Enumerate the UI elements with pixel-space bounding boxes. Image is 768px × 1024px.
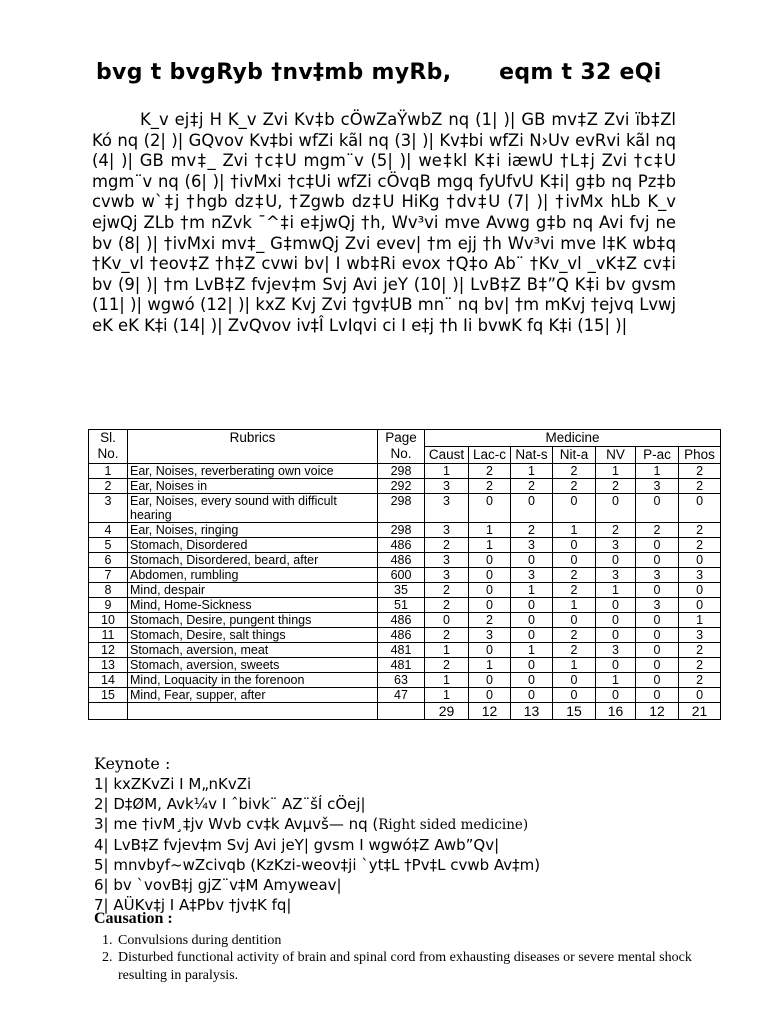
row-rubric: Ear, Noises, ringing — [128, 523, 378, 538]
row-rubric: Mind, Fear, supper, after — [128, 688, 378, 703]
row-page-no: 298 — [378, 494, 425, 523]
row-score: 0 — [511, 673, 553, 688]
row-score: 3 — [425, 523, 469, 538]
keynote-section — [94, 754, 694, 915]
row-score: 1 — [511, 464, 553, 479]
keynote-text: 5| mnvbyf~wZcivqb (KzKzi-weov‡ji `yt‡L †Pv‡L cvwb Av‡m) — [94, 856, 541, 874]
row-score: 3 — [636, 568, 679, 583]
row-score: 0 — [425, 613, 469, 628]
row-page-no: 486 — [378, 538, 425, 553]
row-sl-no: 12 — [89, 643, 128, 658]
table-row — [89, 643, 721, 658]
row-score: 0 — [511, 598, 553, 613]
row-score: 1 — [679, 613, 721, 628]
row-score: 0 — [596, 494, 636, 523]
row-score: 2 — [469, 479, 511, 494]
row-sl-no: 4 — [89, 523, 128, 538]
total-score: 29 — [425, 703, 469, 720]
row-sl-no: 3 — [89, 494, 128, 523]
table-row — [89, 568, 721, 583]
row-score: 1 — [511, 643, 553, 658]
row-score: 1 — [425, 643, 469, 658]
row-score: 0 — [469, 583, 511, 598]
table-row — [89, 688, 721, 703]
row-score: 3 — [425, 479, 469, 494]
row-page-no: 35 — [378, 583, 425, 598]
rubric-rows — [89, 464, 721, 720]
row-sl-no: 14 — [89, 673, 128, 688]
row-rubric: Stomach, Disordered — [128, 538, 378, 553]
row-score: 0 — [511, 628, 553, 643]
row-score: 0 — [469, 553, 511, 568]
header-sl-no: Sl. No. — [89, 430, 128, 464]
keynote-item — [94, 855, 694, 875]
row-score: 0 — [469, 598, 511, 613]
total-score: 21 — [679, 703, 721, 720]
keynote-item — [94, 794, 694, 814]
table-row — [89, 628, 721, 643]
row-sl-no: 11 — [89, 628, 128, 643]
row-page-no: 486 — [378, 613, 425, 628]
row-score: 2 — [553, 479, 596, 494]
row-score: 0 — [469, 673, 511, 688]
table-row — [89, 523, 721, 538]
row-score: 1 — [469, 658, 511, 673]
causation-section — [94, 910, 694, 984]
row-score: 2 — [425, 658, 469, 673]
totals-blank-sl — [89, 703, 128, 720]
row-score: 1 — [553, 523, 596, 538]
keynote-item — [94, 814, 694, 835]
totals-blank-rubric — [128, 703, 378, 720]
row-score: 0 — [469, 568, 511, 583]
row-score: 2 — [425, 538, 469, 553]
row-score: 3 — [596, 538, 636, 553]
row-sl-no: 7 — [89, 568, 128, 583]
keynote-note: Right sided medicine) — [378, 817, 529, 833]
row-page-no: 292 — [378, 479, 425, 494]
row-score: 1 — [469, 523, 511, 538]
row-score: 1 — [425, 464, 469, 479]
row-sl-no: 2 — [89, 479, 128, 494]
row-score: 0 — [596, 658, 636, 673]
row-score: 0 — [679, 553, 721, 568]
header-medicine-caust: Caust — [425, 447, 469, 464]
row-score: 0 — [636, 658, 679, 673]
keynote-text: 7| AÜKv‡j I A‡Pbv †jv‡K fq| — [94, 896, 292, 914]
row-score: 0 — [511, 613, 553, 628]
row-sl-no: 9 — [89, 598, 128, 613]
row-score: 0 — [636, 613, 679, 628]
row-score: 2 — [469, 464, 511, 479]
keynote-text: 6| bv `vovB‡j gjZ¨v‡M Amyweav| — [94, 876, 342, 894]
row-score: 1 — [596, 673, 636, 688]
row-score: 2 — [553, 643, 596, 658]
row-score: 2 — [679, 673, 721, 688]
row-score: 2 — [553, 583, 596, 598]
row-rubric: Stomach, Desire, pungent things — [128, 613, 378, 628]
row-score: 0 — [636, 538, 679, 553]
row-score: 0 — [511, 658, 553, 673]
total-score: 13 — [511, 703, 553, 720]
row-score: 2 — [553, 464, 596, 479]
table-row — [89, 613, 721, 628]
row-score: 3 — [425, 494, 469, 523]
row-score: 0 — [636, 553, 679, 568]
row-score: 2 — [679, 523, 721, 538]
row-score: 2 — [679, 538, 721, 553]
row-score: 0 — [636, 688, 679, 703]
row-score: 0 — [679, 583, 721, 598]
table-row — [89, 538, 721, 553]
table-row — [89, 673, 721, 688]
row-score: 2 — [425, 583, 469, 598]
row-page-no: 298 — [378, 523, 425, 538]
total-score: 15 — [553, 703, 596, 720]
row-score: 0 — [596, 628, 636, 643]
row-score: 3 — [636, 479, 679, 494]
row-score: 1 — [596, 464, 636, 479]
total-score: 12 — [636, 703, 679, 720]
row-sl-no: 5 — [89, 538, 128, 553]
table-row — [89, 464, 721, 479]
row-score: 1 — [553, 658, 596, 673]
table-row — [89, 583, 721, 598]
keynote-item — [94, 774, 694, 794]
row-sl-no: 15 — [89, 688, 128, 703]
row-page-no: 481 — [378, 643, 425, 658]
row-score: 2 — [596, 523, 636, 538]
causation-item: 2. Disturbed functional activity of brain and spinal cord from exhausting diseases or severe mental shock resulting in paralysis. — [116, 949, 694, 984]
keynote-text: 3| me †ivM¸‡jv Wvb cv‡k Avµvš— nq ( — [94, 815, 379, 833]
row-rubric: Mind, Loquacity in the forenoon — [128, 673, 378, 688]
row-score: 3 — [596, 643, 636, 658]
total-score: 12 — [469, 703, 511, 720]
header-medicine: Medicine — [425, 430, 721, 447]
row-page-no: 481 — [378, 658, 425, 673]
header-page-no: Page No. — [378, 430, 425, 464]
case-title: bvg t bvgRyb †nv‡mb myRb, eqm t 32 eQi — [96, 60, 662, 85]
row-page-no: 486 — [378, 628, 425, 643]
causation-list — [94, 932, 694, 984]
row-rubric: Stomach, Desire, salt things — [128, 628, 378, 643]
row-score: 1 — [425, 688, 469, 703]
row-score: 0 — [679, 688, 721, 703]
row-score: 1 — [553, 598, 596, 613]
row-rubric: Abdomen, rumbling — [128, 568, 378, 583]
table-row — [89, 479, 721, 494]
row-score: 0 — [636, 628, 679, 643]
row-score: 3 — [636, 598, 679, 613]
row-score: 0 — [553, 494, 596, 523]
row-rubric: Stomach, Disordered, beard, after — [128, 553, 378, 568]
row-score: 0 — [469, 494, 511, 523]
row-score: 0 — [596, 553, 636, 568]
row-page-no: 486 — [378, 553, 425, 568]
row-score: 2 — [425, 628, 469, 643]
row-score: 0 — [553, 673, 596, 688]
row-page-no: 63 — [378, 673, 425, 688]
header-medicine-nv: NV — [596, 447, 636, 464]
row-score: 2 — [679, 464, 721, 479]
row-score: 0 — [596, 598, 636, 613]
row-rubric: Ear, Noises, reverberating own voice — [128, 464, 378, 479]
row-sl-no: 1 — [89, 464, 128, 479]
row-rubric: Mind, despair — [128, 583, 378, 598]
row-score: 0 — [553, 688, 596, 703]
table-row — [89, 658, 721, 673]
row-score: 1 — [425, 673, 469, 688]
row-sl-no: 13 — [89, 658, 128, 673]
table-row — [89, 494, 721, 523]
row-score: 0 — [511, 553, 553, 568]
row-score: 3 — [511, 568, 553, 583]
row-score: 1 — [469, 538, 511, 553]
row-score: 0 — [636, 673, 679, 688]
row-rubric: Mind, Home-Sickness — [128, 598, 378, 613]
header-medicine-nit-a: Nit-a — [553, 447, 596, 464]
row-rubric: Stomach, aversion, meat — [128, 643, 378, 658]
row-score: 2 — [511, 523, 553, 538]
row-score: 0 — [596, 613, 636, 628]
row-score: 3 — [469, 628, 511, 643]
row-score: 0 — [553, 538, 596, 553]
row-score: 1 — [636, 464, 679, 479]
keynote-item — [94, 835, 694, 855]
keynote-text: 1| kxZKvZi I M„nKvZi — [94, 775, 252, 793]
keynote-text: 4| LvB‡Z fvjev‡m Svj Avi jeY| gvsm I wgwó‡Z Awb”Qv| — [94, 836, 500, 854]
row-score: 0 — [469, 643, 511, 658]
total-score: 16 — [596, 703, 636, 720]
totals-row — [89, 703, 721, 720]
keynote-heading: Keynote : — [94, 754, 171, 773]
table-row — [89, 598, 721, 613]
row-sl-no: 8 — [89, 583, 128, 598]
row-score: 3 — [596, 568, 636, 583]
row-score: 3 — [425, 553, 469, 568]
row-score: 3 — [425, 568, 469, 583]
row-score: 1 — [511, 583, 553, 598]
row-score: 0 — [636, 643, 679, 658]
case-narrative: K_v ej‡j H K_v Zvi Kv‡b cÖwZaŸwbZ nq (1| )| GB mv‡Z Zvi ïb‡Zl Kó nq (2| )| GQvov Kv‡bi wfZi kãl nq (3| )| Kv‡bi wfZi N›Uv evRvi kãl nq (4| )| GB mv‡_ Zvi †c‡U mgm¨v (5| )| we‡kl K‡i iæwU †L‡j Zvi †c‡U mgm¨v nq (6| )| †ivMxi †c‡Ui wfZi cÖvqB mgq fyUfvU K‡i| g‡b nq Pz‡b cvwb w`‡j †hgb dz‡U, †Zgwb dz‡U HiKg †dv‡U (7| )| †ivMx hLb K_v ejwQj ZLb †m nZvk ¯^‡i e‡jwQj †h, Wv³vi mve Avwg g‡b nq Avi fvj ne bv (8| )| †ivMxi mv‡_ G‡mwQj Zvi evev| †m ejj †h Wv³vi mve l‡K wb‡q †Kv_vl †eov‡Z †h‡Z cvwi bv| I wb‡Ri evox †Q‡o Ab¨ †Kv_vl _vK‡Z cv‡i bv (9| )| †m LvB‡Z fvjev‡m Svj Avi jeY (10| )| LvB‡Z B‡”Q K‡i bv gvsm (11| )| wgwó (12| )| kxZ Kvj Zvi †gv‡UB mn¨ nq bv| †m mKvj †ejvq Lvwj eK eK K‡i (14| )| ZvQvov iv‡Î LvIqvi ci I e‡j †h Ii bvwK fq K‡i (15| )| — [92, 110, 676, 335]
header-rubrics: Rubrics — [128, 430, 378, 464]
row-sl-no: 6 — [89, 553, 128, 568]
row-score: 2 — [636, 523, 679, 538]
row-score: 2 — [596, 479, 636, 494]
keynote-text: 2| D‡ØM, Avk¼v I ˆbivk¨ AZ¨šÍ cÖej| — [94, 795, 366, 813]
keynote-item — [94, 875, 694, 895]
row-score: 3 — [679, 568, 721, 583]
row-score: 2 — [553, 568, 596, 583]
totals-blank-page — [378, 703, 425, 720]
row-page-no: 298 — [378, 464, 425, 479]
row-rubric: Stomach, aversion, sweets — [128, 658, 378, 673]
row-score: 2 — [511, 479, 553, 494]
row-page-no: 51 — [378, 598, 425, 613]
row-score: 0 — [511, 494, 553, 523]
row-score: 2 — [425, 598, 469, 613]
row-score: 0 — [469, 688, 511, 703]
row-score: 0 — [636, 583, 679, 598]
row-rubric: Ear, Noises, every sound with difficult hearing — [128, 494, 378, 523]
row-score: 0 — [553, 613, 596, 628]
row-score: 0 — [679, 598, 721, 613]
row-rubric: Ear, Noises in — [128, 479, 378, 494]
row-score: 0 — [511, 688, 553, 703]
table-row — [89, 553, 721, 568]
row-score: 1 — [596, 583, 636, 598]
header-medicine-phos: Phos — [679, 447, 721, 464]
header-medicine-nat-s: Nat-s — [511, 447, 553, 464]
keynote-list — [94, 774, 694, 915]
row-score: 2 — [679, 479, 721, 494]
header-medicine-lac-c: Lac-c — [469, 447, 511, 464]
row-score: 2 — [679, 658, 721, 673]
row-score: 3 — [679, 628, 721, 643]
row-score: 0 — [553, 553, 596, 568]
row-score: 2 — [469, 613, 511, 628]
row-page-no: 47 — [378, 688, 425, 703]
row-score: 0 — [596, 688, 636, 703]
causation-item: 1. Convulsions during dentition — [116, 932, 694, 949]
row-sl-no: 10 — [89, 613, 128, 628]
row-score: 2 — [553, 628, 596, 643]
row-score: 3 — [511, 538, 553, 553]
header-medicine-p-ac: P-ac — [636, 447, 679, 464]
row-score: 0 — [679, 494, 721, 523]
causation-heading: Causation : — [94, 910, 173, 927]
row-page-no: 600 — [378, 568, 425, 583]
rubric-table — [88, 429, 721, 720]
row-score: 2 — [679, 643, 721, 658]
row-score: 0 — [636, 494, 679, 523]
